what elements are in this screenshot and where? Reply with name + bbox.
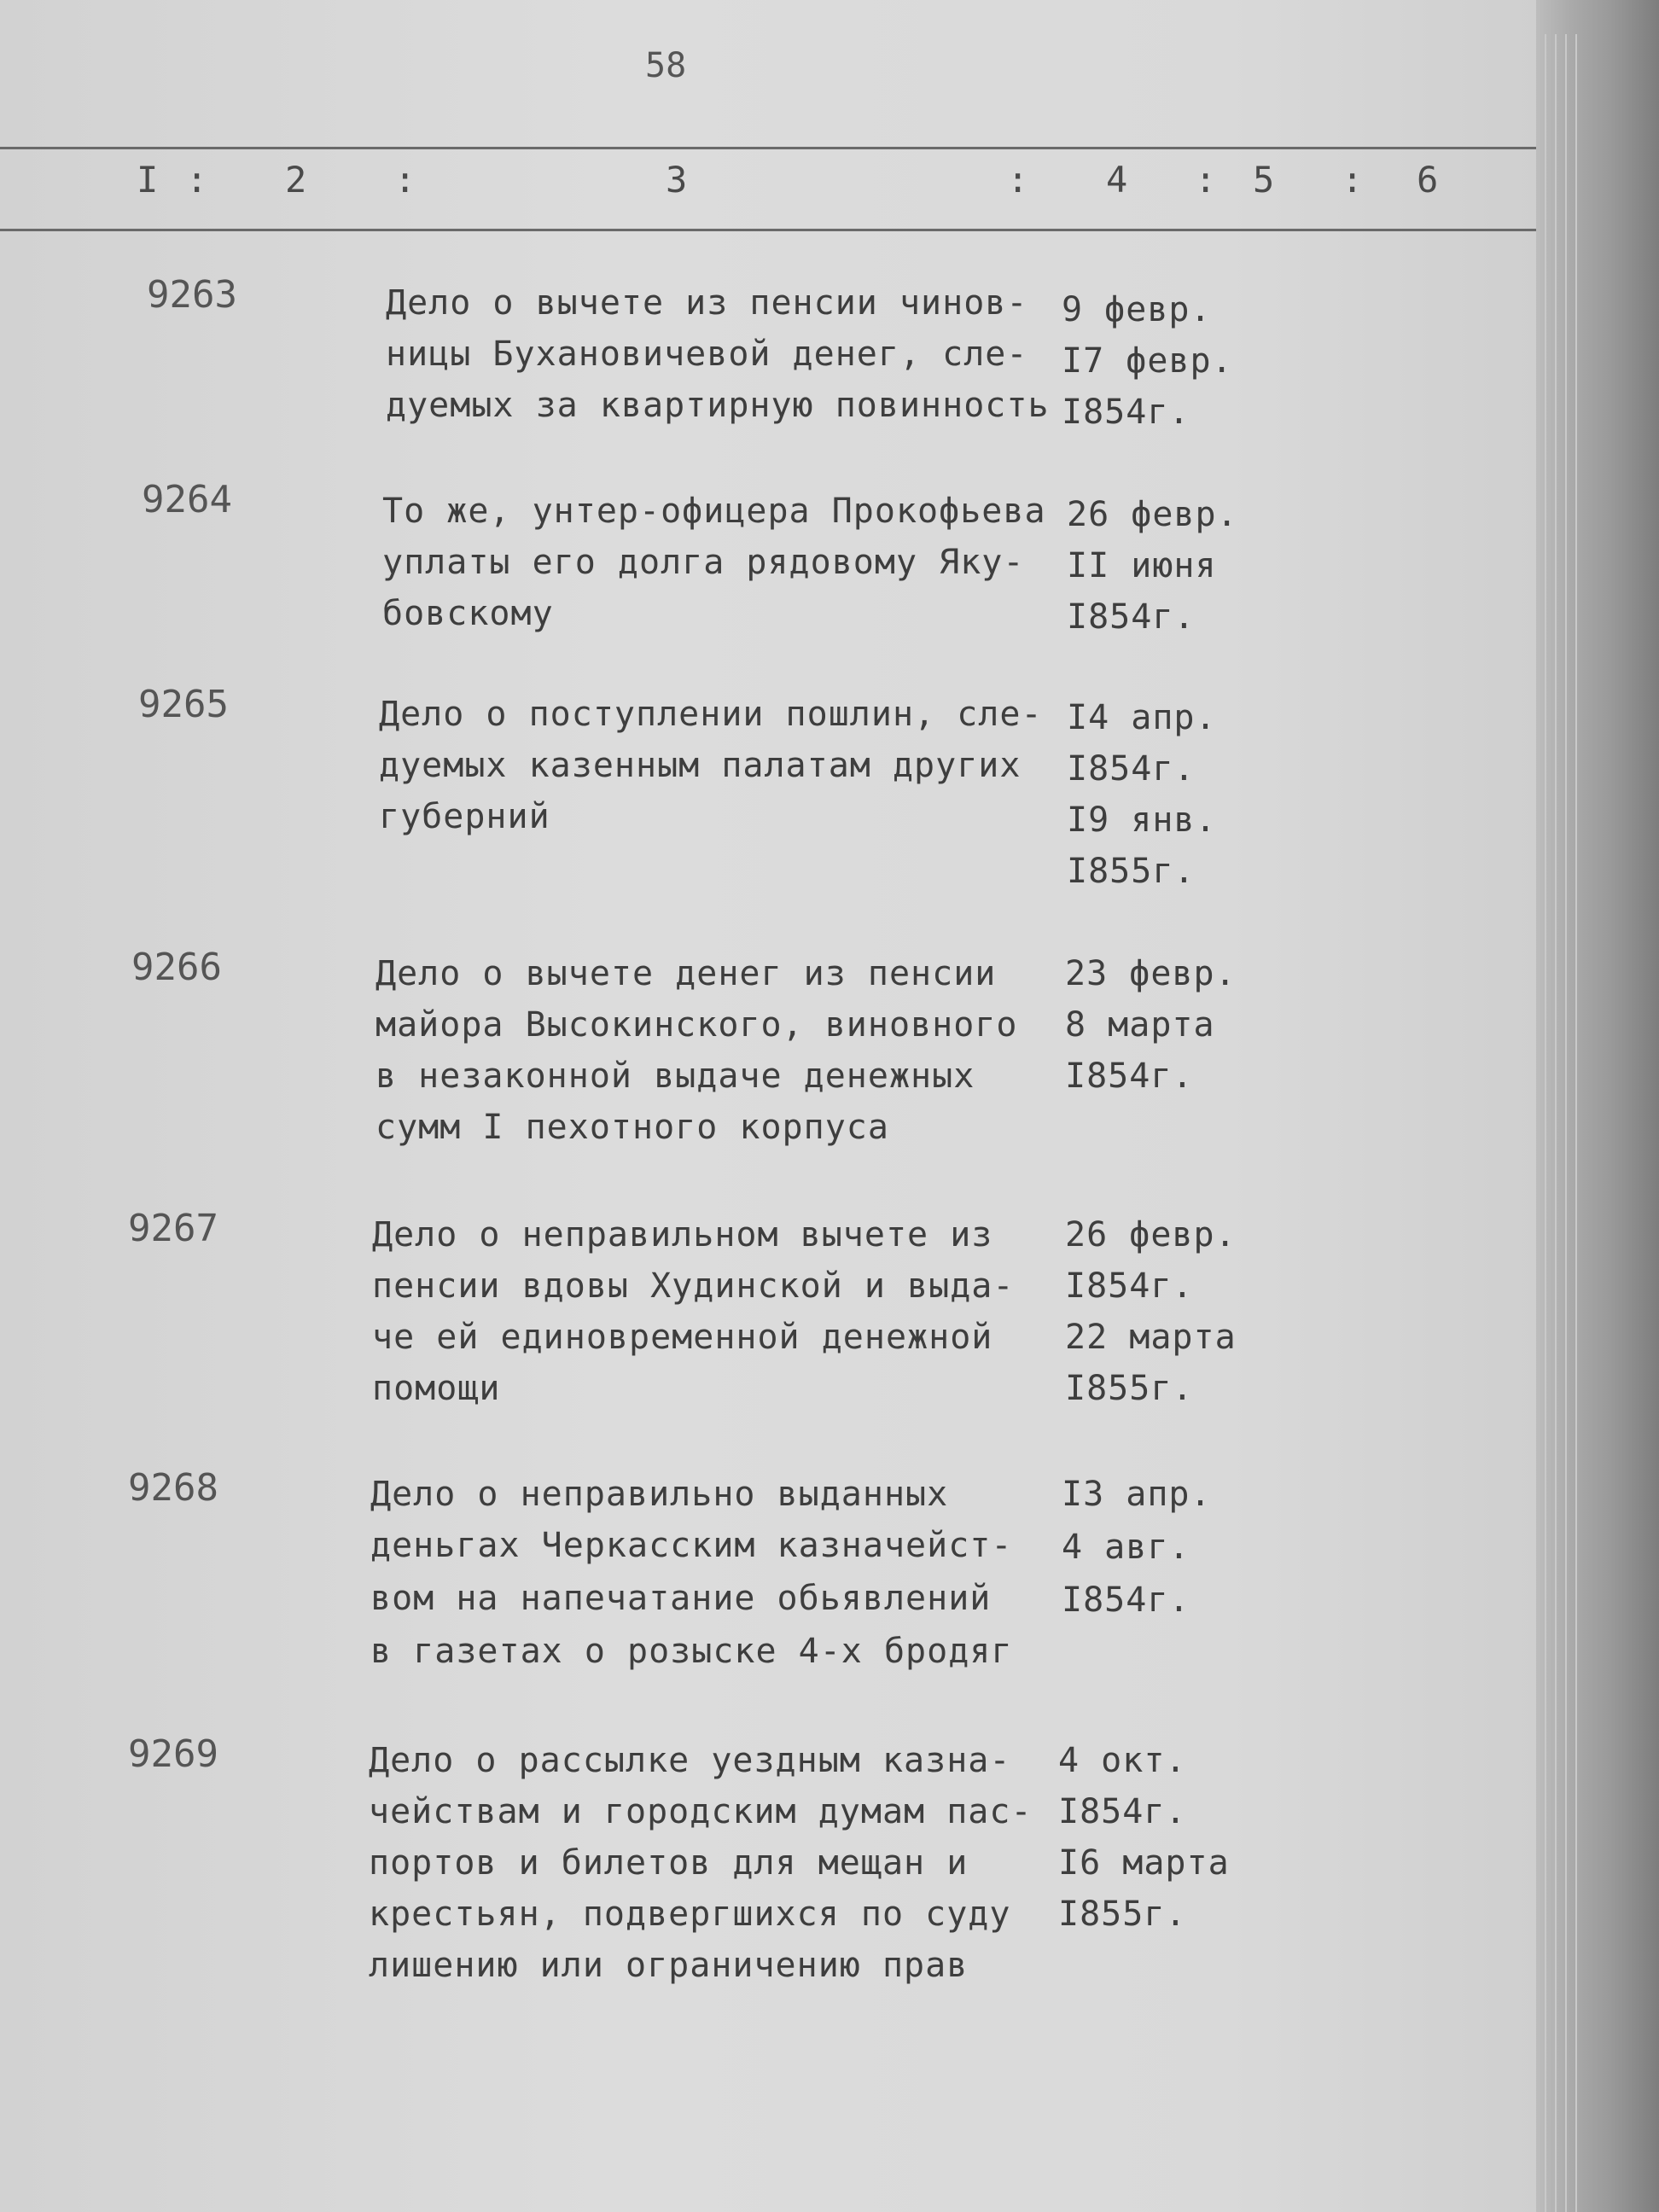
date-line: II июня bbox=[1067, 546, 1217, 585]
column-header-6: 6 bbox=[1417, 159, 1439, 201]
description-line: Дело о рассылке уездным казна- bbox=[369, 1741, 1011, 1780]
date-line: 23 февр. bbox=[1065, 954, 1237, 993]
column-separator: : bbox=[186, 159, 208, 201]
case-number: 9265 bbox=[138, 683, 229, 726]
description-line: губерний bbox=[379, 797, 550, 836]
date-line: I9 янв. bbox=[1067, 800, 1217, 840]
description-line: портов и билетов для мещан и bbox=[369, 1843, 969, 1883]
description-line: вом на напечатание обьявлений bbox=[370, 1579, 992, 1618]
date-line: I855г. bbox=[1067, 852, 1196, 891]
description-line: Дело о поступлении пошлин, сле- bbox=[379, 695, 1043, 734]
date-line: I854г. bbox=[1058, 1792, 1187, 1831]
description-line: че ей единовременной денежной bbox=[372, 1318, 993, 1357]
date-line: 4 окт. bbox=[1058, 1741, 1187, 1780]
description-line: майора Высокинского, виновного bbox=[375, 1005, 1018, 1045]
header-rule-top bbox=[0, 147, 1536, 149]
column-separator: : bbox=[1007, 159, 1029, 201]
page-edge-line bbox=[1575, 34, 1577, 2212]
header-rule-bottom bbox=[0, 229, 1536, 231]
column-header-5: 5 bbox=[1253, 159, 1275, 201]
date-line: I855г. bbox=[1058, 1895, 1187, 1934]
description-line: То же, унтер-офицера Прокофьева bbox=[382, 492, 1046, 531]
description-line: лишению или ограничению прав bbox=[369, 1946, 969, 1985]
column-header-2: 2 bbox=[285, 159, 307, 201]
description-line: уплаты его долга рядовому Яку- bbox=[382, 543, 1025, 582]
description-line: пенсии вдовы Худинской и выда- bbox=[372, 1266, 1015, 1306]
date-line: I3 апр. bbox=[1062, 1475, 1212, 1514]
description-line: Дело о неправильно выданных bbox=[370, 1475, 949, 1514]
date-line: I854г. bbox=[1067, 597, 1196, 637]
date-line: I4 апр. bbox=[1067, 698, 1217, 737]
description-line: Дело о неправильном вычете из bbox=[372, 1215, 993, 1254]
column-header-4: 4 bbox=[1106, 159, 1128, 201]
description-line: помощи bbox=[372, 1369, 501, 1408]
page-edge-line bbox=[1555, 34, 1557, 2212]
description-line: ницы Бухановичевой денег, сле- bbox=[386, 335, 1028, 374]
description-line: бовскому bbox=[382, 594, 554, 633]
description-line: деньгах Черкасским казначейст- bbox=[370, 1526, 1013, 1565]
column-separator: : bbox=[1195, 159, 1217, 201]
case-number: 9264 bbox=[142, 478, 232, 521]
date-line: 22 марта bbox=[1065, 1318, 1237, 1357]
column-separator: : bbox=[394, 159, 416, 201]
case-number: 9268 bbox=[128, 1466, 218, 1510]
column-header-3: 3 bbox=[666, 159, 688, 201]
case-number: 9267 bbox=[128, 1207, 218, 1250]
description-line: сумм I пехотного корпуса bbox=[375, 1108, 889, 1147]
page-edge-line bbox=[1545, 34, 1546, 2212]
case-number: 9263 bbox=[147, 273, 237, 317]
column-separator: : bbox=[1342, 159, 1364, 201]
description-line: дуемых за квартирную повинность bbox=[386, 386, 1050, 425]
date-line: I6 марта bbox=[1058, 1843, 1230, 1883]
description-line: чействам и городским думам пас- bbox=[369, 1792, 1033, 1831]
date-line: 9 февр. bbox=[1062, 290, 1212, 329]
date-line: I7 февр. bbox=[1062, 341, 1233, 381]
page-edge-line bbox=[1565, 34, 1567, 2212]
stacked-pages-edge bbox=[1536, 0, 1659, 2212]
date-line: I854г. bbox=[1062, 1580, 1190, 1620]
date-line: 8 марта bbox=[1065, 1005, 1215, 1045]
date-line: I854г. bbox=[1062, 393, 1190, 432]
column-header-1: I bbox=[137, 159, 159, 201]
date-line: I855г. bbox=[1065, 1369, 1194, 1408]
case-number: 9269 bbox=[128, 1732, 218, 1776]
date-line: 4 авг. bbox=[1062, 1528, 1190, 1567]
description-line: в газетах о розыске 4-х бродяг bbox=[370, 1632, 1013, 1671]
date-line: 26 февр. bbox=[1067, 495, 1238, 534]
description-line: дуемых казенным палатам других bbox=[379, 746, 1022, 785]
date-line: 26 февр. bbox=[1065, 1215, 1237, 1254]
case-number: 9266 bbox=[131, 946, 222, 989]
date-line: I854г. bbox=[1065, 1057, 1194, 1096]
description-line: Дело о вычете денег из пенсии bbox=[375, 954, 997, 993]
description-line: в незаконной выдаче денежных bbox=[375, 1057, 975, 1096]
description-line: крестьян, подвергшихся по суду bbox=[369, 1895, 1011, 1934]
date-line: I854г. bbox=[1067, 749, 1196, 789]
date-line: I854г. bbox=[1065, 1266, 1194, 1306]
description-line: Дело о вычете из пенсии чинов- bbox=[386, 283, 1028, 323]
page-number: 58 bbox=[645, 46, 687, 85]
